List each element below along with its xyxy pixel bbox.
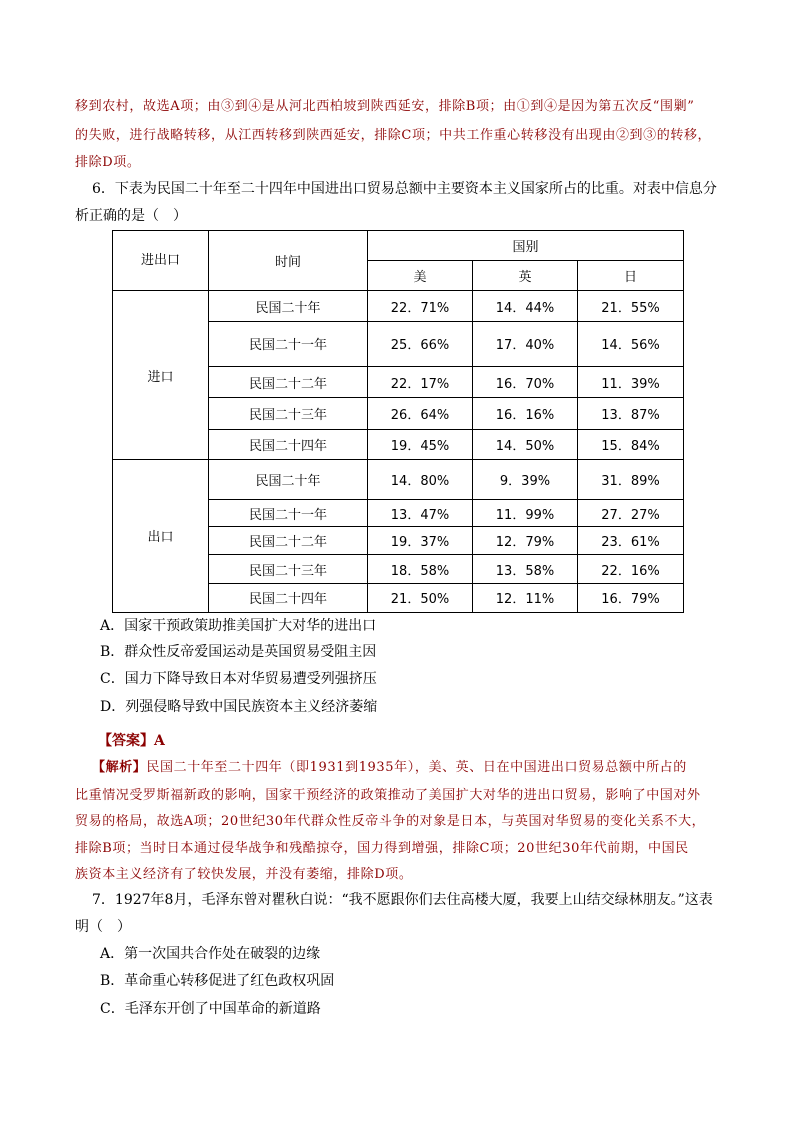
- row-time: 民国二十三年: [209, 398, 368, 429]
- analysis-line: 族资本主义经济有了较快发展，并没有萎缩，排除D项。: [75, 867, 413, 882]
- row-time: 民国二十年: [209, 291, 368, 321]
- question-7-stem: 明（ ）: [75, 919, 131, 935]
- cell-value: 14．80%: [368, 459, 473, 499]
- row-time: 民国二十四年: [209, 429, 368, 459]
- analysis-row: [92, 756, 687, 775]
- cell-value: 19．45%: [368, 429, 473, 459]
- trade-share-table: [112, 230, 684, 613]
- header-type-text: 进出口: [140, 252, 180, 268]
- cell-value: 21．55%: [578, 291, 684, 321]
- cell-value: 13．47%: [368, 500, 473, 527]
- analysis-line: 排除D项。: [75, 155, 141, 170]
- cell-value: 31．89%: [578, 459, 684, 499]
- cell-value: 14．50%: [473, 429, 578, 459]
- cell-value: 22．71%: [368, 291, 473, 321]
- cell-value: 23．61%: [578, 527, 684, 555]
- cell-value: 16．16%: [473, 398, 578, 429]
- cell-value: 25．66%: [368, 321, 473, 366]
- table-row: [113, 291, 684, 321]
- header-country-uk: 英: [473, 261, 578, 291]
- cell-value: 18．58%: [368, 555, 473, 583]
- answer-label: 【答案】: [98, 733, 154, 749]
- cell-value: 12．11%: [473, 583, 578, 612]
- question-6-stem: 6．下表为民国二十年至二十四年中国进出口贸易总额中主要资本主义国家所占的比重。对表中信息分: [92, 181, 717, 197]
- option-b: B．群众性反帝爱国运动是英国贸易受阻主因: [100, 644, 377, 660]
- answer-value: A: [154, 733, 165, 749]
- cell-value: 16．79%: [578, 583, 684, 612]
- header-type: [113, 231, 209, 291]
- cell-value: 27．27%: [578, 500, 684, 527]
- cell-value: 21．50%: [368, 583, 473, 612]
- cell-value: 9．39%: [473, 459, 578, 499]
- analysis-line: 移到农村，故选A项；由③到④是从河北西柏坡到陕西延安，排除B项；由①到④是因为第五次反“围剿”: [75, 99, 695, 114]
- option-c: C．国力下降导致日本对华贸易遭受列强挤压: [100, 671, 377, 687]
- cell-value: 22．16%: [578, 555, 684, 583]
- cell-value: 13．87%: [578, 398, 684, 429]
- cell-value: 19．37%: [368, 527, 473, 555]
- option-b: B．革命重心转移促进了红色政权巩固: [100, 973, 335, 989]
- option-c: C．毛泽东开创了中国革命的新道路: [100, 1001, 321, 1017]
- cell-value: 15．84%: [578, 429, 684, 459]
- analysis-label: 【解析】: [92, 760, 147, 775]
- analysis-line: 贸易的格局，故选A项；20世纪30年代群众性反帝斗争的对象是日本，与英国对华贸易的变化关系不大，: [75, 814, 706, 829]
- cell-value: 12．79%: [473, 527, 578, 555]
- analysis-line: 排除B项；当时日本通过侵华战争和残酷掠夺，国力得到增强，排除C项；20世纪30年代前期，中国民: [75, 841, 689, 856]
- table-row: [113, 459, 684, 499]
- cell-value: 14．44%: [473, 291, 578, 321]
- question-7-stem: 7．1927年8月，毛泽东曾对瞿秋白说：“我不愿跟你们去住高楼大厦，我要上山结交绿林朋友。”这表: [92, 892, 713, 908]
- header-country: 国别: [368, 231, 684, 261]
- analysis-line: 的失败，进行战略转移，从江西转移到陕西延安，排除C项；中共工作重心转移没有出现由②到③的转移，: [75, 128, 712, 143]
- cell-value: 11．39%: [578, 367, 684, 398]
- cell-value: 14．56%: [578, 321, 684, 366]
- row-time: 民国二十二年: [209, 527, 368, 555]
- header-country-us: 美: [368, 261, 473, 291]
- cell-value: 26．64%: [368, 398, 473, 429]
- row-time: 民国二十二年: [209, 367, 368, 398]
- row-time: 民国二十三年: [209, 555, 368, 583]
- group-label-export: 出口: [113, 459, 209, 612]
- cell-value: 17．40%: [473, 321, 578, 366]
- cell-value: 11．99%: [473, 500, 578, 527]
- group-label-import: 进口: [113, 291, 209, 459]
- header-country-jp: 日: [578, 261, 684, 291]
- option-d: D．列强侵略导致中国民族资本主义经济萎缩: [100, 699, 378, 715]
- row-time: 民国二十一年: [209, 321, 368, 366]
- analysis-text: 民国二十年至二十四年（即1931到1935年），美、英、日在中国进出口贸易总额中所占的: [146, 760, 687, 775]
- row-time: 民国二十年: [209, 459, 368, 499]
- header-time: 时间: [209, 231, 368, 291]
- cell-value: 22．17%: [368, 367, 473, 398]
- question-6-stem: 析正确的是（ ）: [75, 208, 187, 224]
- option-a: A．国家干预政策助推美国扩大对华的进出口: [100, 618, 377, 634]
- cell-value: 13．58%: [473, 555, 578, 583]
- option-a: A．第一次国共合作处在破裂的边缘: [100, 946, 321, 962]
- analysis-line: 比重情况受罗斯福新政的影响，国家干预经济的政策推动了美国扩大对华的进出口贸易，影响了中国对外: [75, 788, 701, 803]
- cell-value: 16．70%: [473, 367, 578, 398]
- row-time: 民国二十一年: [209, 500, 368, 527]
- row-time: 民国二十四年: [209, 583, 368, 612]
- answer-row: [98, 730, 165, 750]
